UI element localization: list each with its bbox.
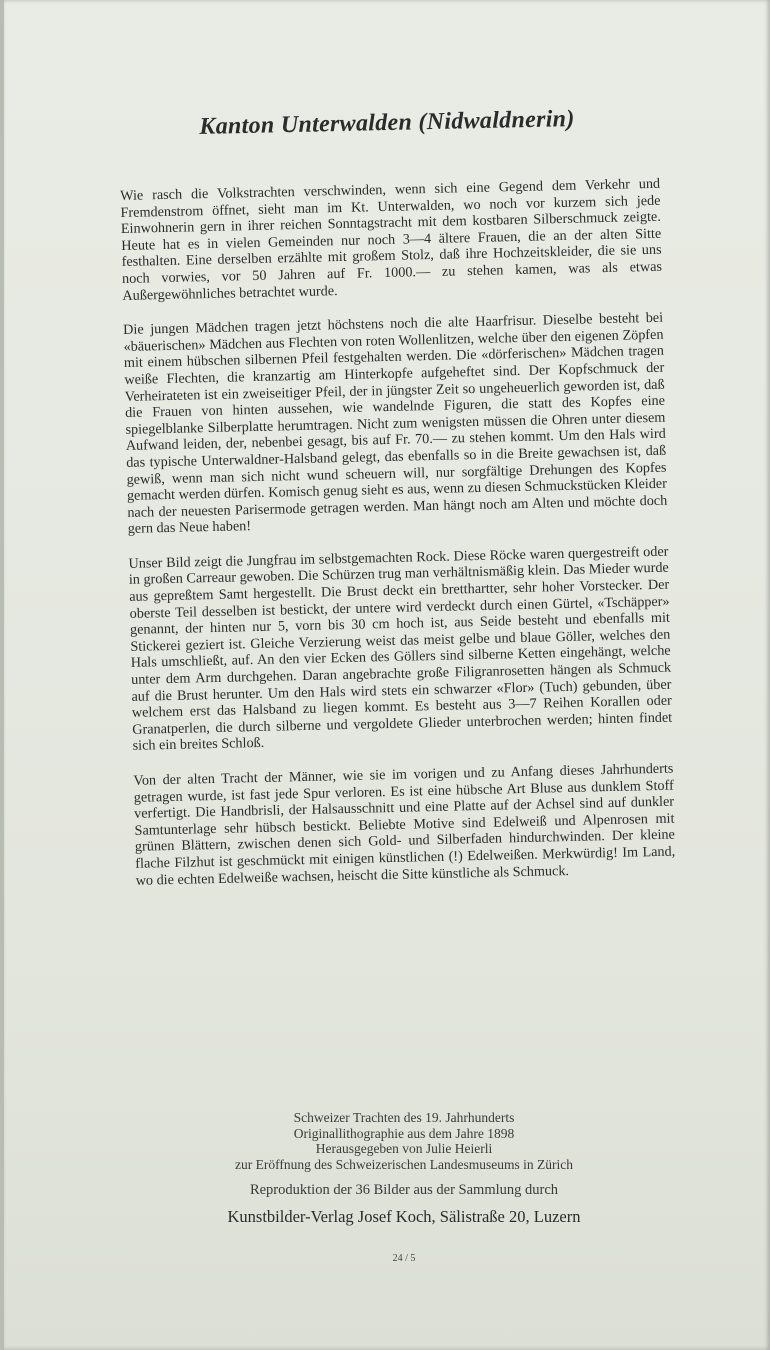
colophon-publisher: Kunstbilder-Verlag Josef Koch, Sälistraße 20, Luzern [227,1207,581,1226]
document-page [4,0,770,1350]
body-text [120,176,676,907]
paragraph-2: Die jungen Mädchen tragen jetzt höchstens noch die alte Haarfrisur. Dieselbe besteht bei «bäuerischen» Mädchen aus Flechten von roten Wollenlitzen, welche über den eigenen Zöpfen mit einem hübschen silbernen Pfeil festgehalten werden. Die «dörferischen» Mädchen tragen weiße Flechten, die kranzartig am Hinterkopfe aufgeheftet sind. Der Kopfschmuck der Verheirateten ist ein zweiseitiger Pfeil, der in jüngster Zeit so ungeheuerlich geworden ist, daß die Frauen von hinten aussehen, wie wandelnde Figuren, die statt des Kopfes eine spiegelblanke Silberplatte herumtragen. Nicht zum wenigsten müssen die Ohren unter diesem Aufwand leiden, der, nebenbei gesagt, bis auf Fr. 70.— zu stehen kommt. Um den Hals wird das typische Unterwaldner-Halsband gelegt, das ebenfalls so in die Breite gewachsen ist, daß gewiß, wenn man sich nicht wund scheuern will, nur sorgfältige Drehungen des Kopfes gemacht werden dürfen. Komisch genug sieht es aus, wenn zu diesen Schmuckstücken Kleider nach der neuesten Parisermode getragen werden. Man hängt noch am Alten und möchte doch gern das Neue haben! [123,309,668,538]
colophon-occasion: zur Eröffnung des Schweizerischen Landesmuseums in Zürich [235,1156,573,1172]
colophon-editor: Herausgegeben von Julie Heierli [315,1141,493,1156]
page-title: Kanton Unterwalden (Nidwaldnerin) [199,106,575,140]
paragraph-3: Unser Bild zeigt die Jungfrau im selbstgemachten Rock. Diese Röcke waren quergestreift oder in großen Carreaur gewoben. Die Schürzen trug man verhältnismäßig klein. Das Mieder wurde aus gepreßtem Samt hergestellt. Die Brust deckt ein bretthartter, sehr hoher Vorstecker. Der oberste Teil desselben ist bestickt, der untere wird verdeckt durch einen Gürtel, «Tschäpper» genannt, der hinten nur 5, vorn bis 30 cm hoch ist, aus Seide besteht und ebenfalls mit Stickerei geziert ist. Gleiche Verzierung weist das meist gelbe und blaue Göller, welches den Hals umschließt, auf. An den vier Ecken des Göllers sind silberne Ketten eingehängt, welche unter dem Arm durchgehen. Daran angebrachte große Filigranrosetten hängen als Schmuck auf die Brust herunter. Um den Hals wird stets ein schwarzer «Flor» (Tuch) gebunden, über welchem erst das Halsband zu liegen kommt. Es besteht aus 3—7 Reihen Korallen oder Granatperlen, die durch silberne und vergoldete Glieder unterbrochen werden; hinten findet sich ein breites Schloß. [128,543,673,755]
paragraph-4: Von der alten Tracht der Männer, wie sie im vorigen und zu Anfang dieses Jahrhunderts getragen wurde, ist fast jede Spur verloren. Es ist eine hübsche Art Bluse aus dunklem Stoff verfertigt. Die Handbrisli, der Halsausschnitt und eine Platte auf der Achsel sind auf dunkler Samtunterlage sehr hübsch bestickt. Beliebte Motive sind Edelweiß und Alpenrosen mit grünen Blättern, zwischen denen sich Gold- und Silberfaden hindurchwinden. Der kleine flache Filzhut ist geschmückt mit einigen künstlichen (!) Edelweißen. Merkwürdig! Im Land, wo die echten Edelweiße wachsen, heischt die Sitte künstliche als Schmuck. [133,760,676,889]
paragraph-1: Wie rasch die Volkstrachten verschwinden, wenn sich eine Gegend dem Verkehr und Fremdenstrom öffnet, sieht man im Kt. Unterwalden, wo noch vor kurzem sich jede Einwohnerin gern in ihrer reichen Sonntagstracht mit dem kostbaren Silberschmuck zeigte. Heute hat es in vielen Gemeinden nur noch 3—4 ältere Frauen, die an der alten Sitte festhalten. Eine derselben erzählte mit großem Stolz, daß ihre Hochzeitskleider, die sie uns noch vorwies, vor 50 Jahren auf Fr. 1000.— zu stehen kamen, was als etwas Außergewöhnliches betrachtet wurde. [120,175,663,304]
page-number: 24 / 5 [392,1253,416,1264]
colophon-reproduction: Reproduktion der 36 Bilder aus der Sammlung durch [249,1182,559,1198]
colophon-series: Schweizer Trachten des 19. Jahrhunderts [293,1110,515,1125]
colophon [154,1110,654,1264]
colophon-origin: Originallithographie aus dem Jahre 1898 [293,1125,515,1141]
